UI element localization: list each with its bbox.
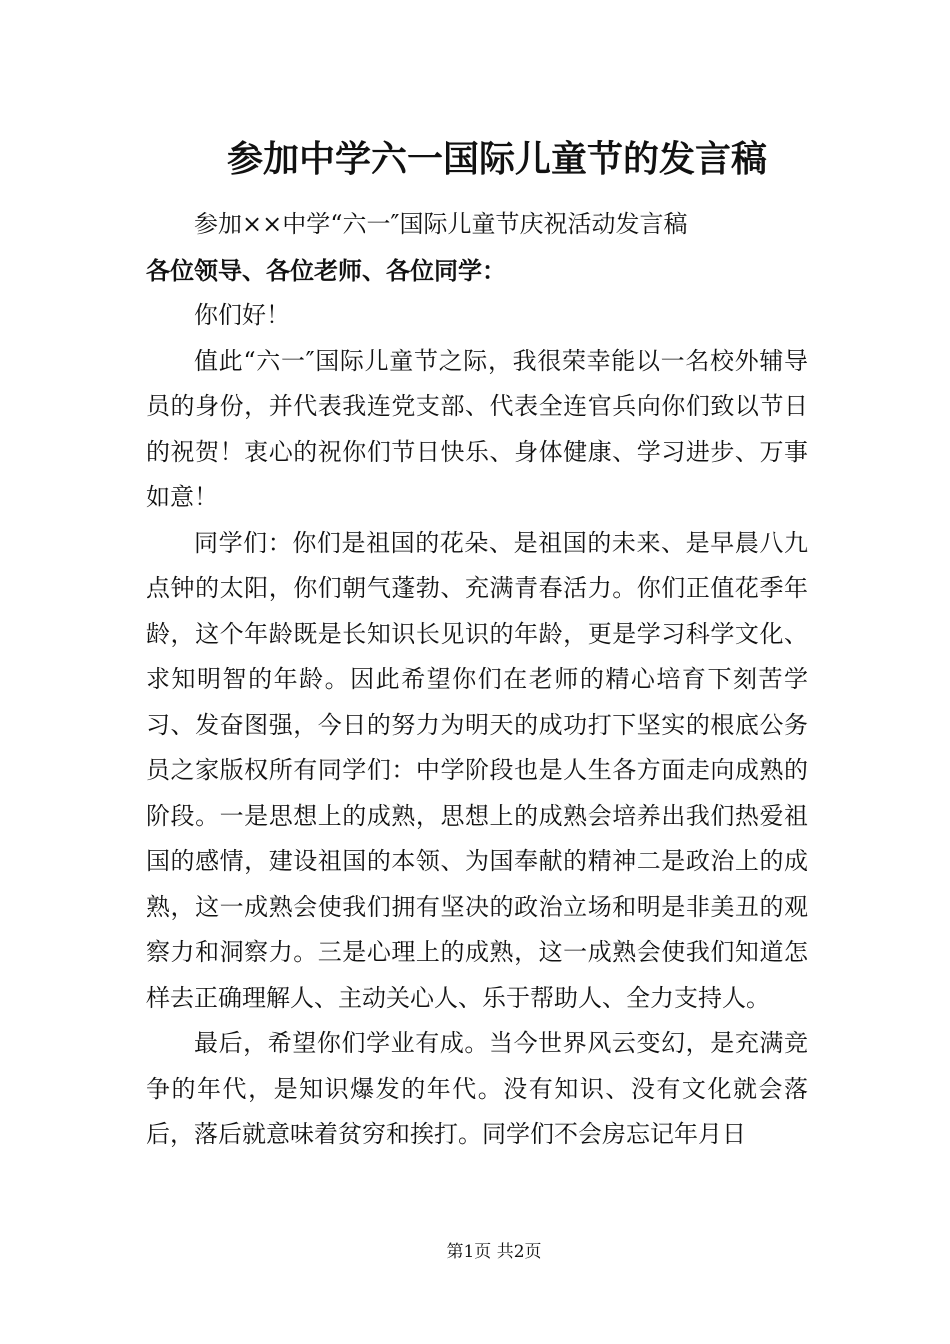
document-subtitle: 参加××中学“六一″国际儿童节庆祝活动发言稿 <box>194 210 688 238</box>
document-title: 参加中学六一国际儿童节的发言稿 <box>226 138 767 180</box>
paragraph-congratulation: 值此“六一″国际儿童节之际，我很荣幸能以一名校外辅导员的身份，并代表我连党支部、代表全连官兵向你们致以节日的祝贺！衷心的祝你们节日快乐、身体健康、学习进步、万事如意！ <box>146 346 808 511</box>
salutation: 各位领导、各位老师、各位同学： <box>146 255 506 285</box>
page-number-footer: 第1页 共2页 <box>446 1242 542 1262</box>
paragraph-closing: 最后，希望你们学业有成。当今世界风云变幻，是充满竞争的年代，是知识爆发的年代。没有知识、没有文化就会落后，落后就意味着贫穷和挨打。同学们不会房忘记年月日 <box>146 1029 808 1148</box>
paragraph-students: 同学们：你们是祖国的花朵、是祖国的未来、是早晨八九点钟的太阳，你们朝气蓬勃、充满青春活力。你们正值花季年龄，这个年龄既是长知识长见识的年龄，更是学习科学文化、求知明智的年龄。因此希望你们在老师的精心培育下刻苦学习、发奋图强，今日的努力为明天的成功打下坚实的根底公务员之家版权所有同学们：中学阶段也是人生各方面走向成熟的阶段。一是思想上的成熟，思想上的成熟会培养出我们热爱祖国的感情，建设祖国的本领、为国奉献的精神二是政治上的成熟，这一成熟会使我们拥有坚决的政治立场和明是非美丑的观察力和洞察力。三是心理上的成熟，这一成熟会使我们知道怎样去正确理解人、主动关心人、乐于帮助人、全力支持人。 <box>146 528 808 1012</box>
document-body <box>146 202 808 1158</box>
paragraph-greeting: 你们好！ <box>194 301 290 329</box>
